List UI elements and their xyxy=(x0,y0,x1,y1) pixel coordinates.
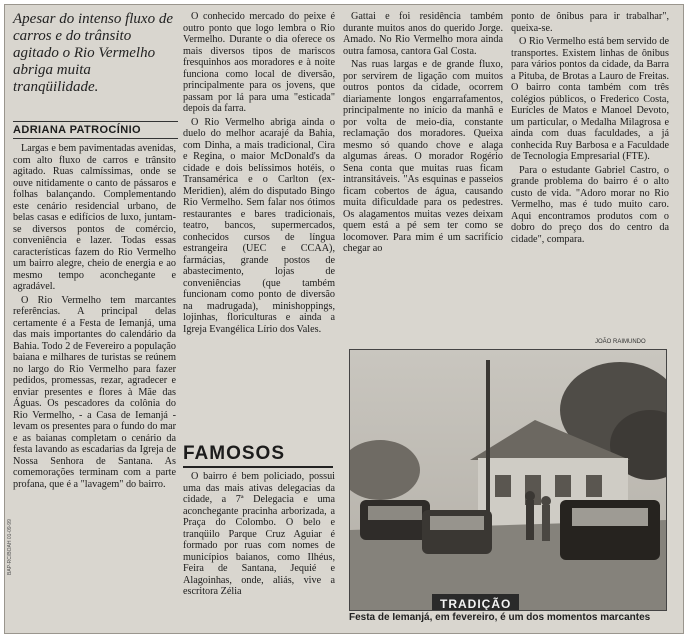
side-reference-code: BAP-RC/BOAH 01-09-99 xyxy=(7,519,13,575)
newspaper-clipping xyxy=(4,4,684,634)
street-photo xyxy=(349,349,667,611)
paragraph: Gattai e foi residência também durante muitos anos do querido Jorge. Amado. No Rio Vermelho mora ainda outra famosa, cantora Gal Costa. xyxy=(343,11,503,57)
paragraph: O bairro é bem policiado, possui uma das mais ativas delegacias da cidade, a 7ª Delegacia e uma aconchegante pracinha arborizada, a Praça do Colombo. O belo e tranqüilo Parque Cruz Aguiar é formado por ruas com nomes de municípios baianos, como Ilhéus, Feira de Santana, Jequié e Alagoinhas, onde, aliás, vive a escritora Zélia xyxy=(183,471,335,597)
paragraph: O Rio Vermelho está bem servido de transportes. Existem linhas de ônibus para vários pontos da cidade, da Barra a Pituba, de Brotas a Lauro de Freitas. O bairro conta também com três colégios públicos, o Frederico Costa, Eurícles de Matos e Manoel Devoto, um particular, o Medalha Milagrosa e ainda com duas faculdades, a já conhecida Ruy Barbosa e a Faculdade de Tecnologia Empresarial (FTE). xyxy=(511,36,669,162)
lead-text: Apesar do intenso fluxo de carros e do trânsito agitado o Rio Vermelho abriga muita tranqüilidade. xyxy=(13,11,173,95)
byline: ADRIANA PATROCÍNIO xyxy=(13,121,178,139)
paragraph: Para o estudante Gabriel Castro, o grande problema do bairro é o alto custo de vida. "Adoro morar no Rio Vermelho, mas é tudo muito caro. Aqui encontramos produtos com o dobro do preço dos do centro da cidade", compara. xyxy=(511,164,669,245)
paragraph: ponto de ônibus para ir trabalhar", queixa-se. xyxy=(511,11,669,34)
column-4 xyxy=(511,11,669,247)
paragraph: Nas ruas largas e de grande fluxo, por servirem de ligação com muitos outros pontos da cidade, ocorrem diariamente longos engarrafamentos, principalmente no início da manhã e por volta de meio-dia, constante reclamação dos moradores. Queixa mesmo só quando chove e alaga algumas áreas. O morador Rogério Sena conta que muitas ruas ficam intransitáveis. "As esquinas e passeios ficam cobertos de água, causando muita dificuldade para os pedestres. Os alagamentos muitas vezes deixam quem está a pé sem ter como se locomover. Para mim é um sacrifício chegar ao xyxy=(343,59,503,254)
column-2 xyxy=(183,11,335,337)
paragraph: O conhecido mercado do peixe é outro ponto que logo lembra o Rio Vermelho. Durante o dia oferece os mais diversos tipos de mariscos fresquinhos aos moradores e à noite funciona como local de diversão, principalmente para os jovens, que passam por lá para uma "esticada" depois da farra. xyxy=(183,11,335,114)
column-1 xyxy=(13,143,176,492)
photo-caption: Festa de Iemanjá, em fevereiro, é um dos momentos marcantes xyxy=(349,612,651,623)
section-heading-famosos: FAMOSOS xyxy=(183,443,333,468)
paragraph: O Rio Vermelho abriga ainda o duelo do melhor acarajé da Bahia, com Dinha, a mais tradicional, Cira e Regina, o maior McDonald's da cidade e dois belíssimos hotéis, o Transamérica e o Carlton (ex-Meridien), além do disputado Bingo Rio Vermelho. Sem falar nos ótimos restaurantes e bares tradicionais, teatro, bancos, supermercados, conhecidos cursos de língua estrangeira (UEC e CCAA), farmácias, grande postos de abastecimento, lojas de conveniências (que também funcionam como ponto de diversão na madrugada), minishoppings, lojinhas, floriculturas e ainda a Igreja Evangélica Lírio dos Vales. xyxy=(183,116,335,335)
column-2-continued xyxy=(183,471,335,600)
photo-tag-label: TRADIÇÃO xyxy=(432,594,519,611)
paragraph: O Rio Vermelho tem marcantes referências. A principal delas certamente é a Festa de Iemanjá, uma das mais importantes do calendário da Bahia. Todo 2 de Fevereiro a população baiana e milhares de turistas se reúnem no largo do Rio Vermelho para fazer pedidos, promessas, rezar, agradecer e enviar presentes e flores à Mãe das Águas. Os pescadores da colônia do Rio Vermelho, - a Casa de Iemanjá - levam os presentes para o fundo do mar e as baianas completam o cenário da festa lavando as escadarias da Igreja de Nossa Senhora de Santana. As comemorações terminam com a parte profana, que é a "lavagem" do bairro. xyxy=(13,294,176,490)
photo-credit: JOÃO RAIMUNDO xyxy=(595,339,646,345)
street-scene-image xyxy=(350,350,666,610)
column-3 xyxy=(343,11,503,257)
paragraph: Largas e bem pavimentadas avenidas, com alto fluxo de carros e trânsito agitado. Ruas calmíssimas, onde se ouve nitidamente o canto de pássaros e folhas balançando. Complementando este cenário residencial urbano, de belas casas e edifícios de luxo, juntam-se diversos pontos de comércio, conveniência e lazer. Todas essas características fazem do Rio Vermelho um bairro alegre, cheio de energia e ao mesmo tempo aconchegante e agradável. xyxy=(13,143,176,292)
